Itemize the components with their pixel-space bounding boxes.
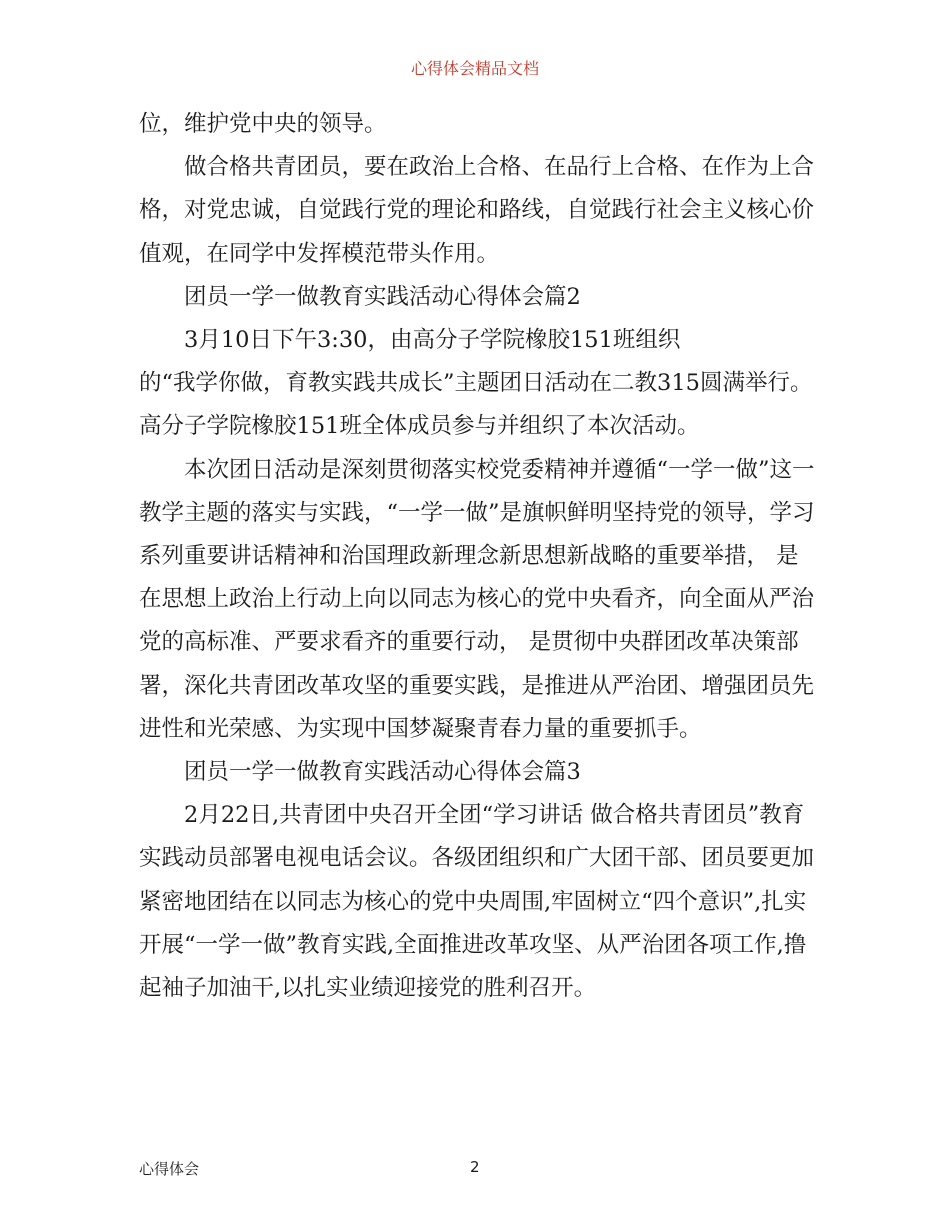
section-heading: 团员一学一做教育实践活动心得体会篇3 xyxy=(184,759,581,786)
document-body xyxy=(139,103,819,1010)
footer-label: 心得体会 xyxy=(139,1160,200,1178)
section-heading: 团员一学一做教育实践活动心得体会篇2 xyxy=(184,283,581,310)
paragraph: 2月22日,共青团中央召开全团“学习讲话 做合格共青团员”教育实践动员部署电视电话会议。各级团组织和广大团干部、团员要更加紧密地团结在以同志为核心的党中央周围,牢固树立“四个意识”,扎实开展“一学一做”教育实践,全面推进改革攻坚、从严治团各项工作,撸起袖子加油干,以扎实业绩迎接党的胜利召开。 xyxy=(139,802,815,1002)
document-header: 心得体会精品文档 xyxy=(410,59,539,78)
page-number: 2 xyxy=(470,1158,480,1176)
paragraph: 做合格共青团员，要在政治上合格、在品行上合格、在作为上合格，对党忠诚，自觉践行党的理论和路线，自觉践行社会主义核心价值观，在同学中发挥模范带头作用。 xyxy=(139,154,815,267)
paragraph: 本次团日活动是深刻贯彻落实校党委精神并遵循“一学一做”这一教学主题的落实与实践，“一学一做”是旗帜鲜明坚持党的领导，学习系列重要讲话精神和治国理政新理念新思想新战略的重要举措， 是在思想上政治上行动上向以同志为核心的党中央看齐，向全面从严治党的高标准、严要求看齐的重要行动， 是贯彻中央群团改革决策部署，深化共青团改革攻坚的重要实践，是推进从严治团、增强团员先进性和光荣感、为实现中国梦凝聚青春力量的重要抓手。 xyxy=(139,456,815,742)
paragraph: 的“我学你做，育教实践共成长”主题团日活动在二教315圆满举行。高分子学院橡胶151班全体成员参与并组织了本次活动。 xyxy=(139,370,813,440)
paragraph: 位，维护党中央的领导。 xyxy=(139,111,387,137)
paragraph: 3月10日下午3:30，由高分子学院橡胶151班组织 xyxy=(184,327,681,354)
